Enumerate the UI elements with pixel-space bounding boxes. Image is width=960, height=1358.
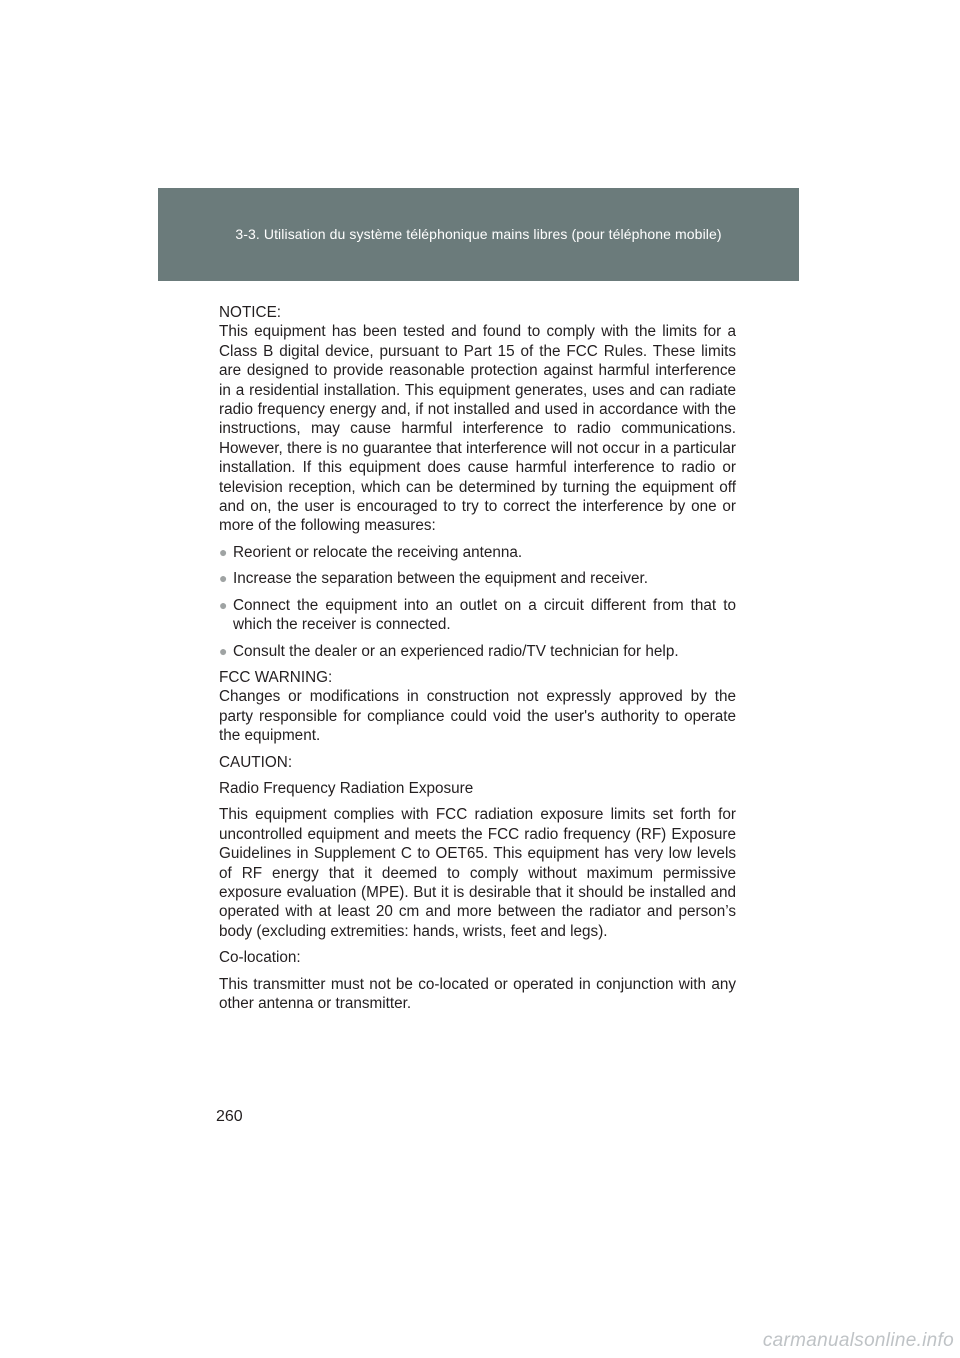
list-item	[219, 543, 736, 562]
bullet-dot-icon: ●	[219, 596, 228, 613]
rf-exposure-text: This equipment complies with FCC radiation exposure limits set forth for uncontrolled equipment and meets the FCC radio frequency (RF) Exposure Guidelines in Supplement C to OET65. This equipment has very low levels of RF energy that it deemed to comply without maximum permissive exposure evaluation (MPE). But it is desirable that it should be installed and operated with at least 20 cm and more between the radiator and person’s body (excluding extremities: hands, wrists, feet and legs).	[219, 806, 736, 940]
page-number: 260	[216, 1108, 243, 1125]
list-item-text: Connect the equipment into an outlet on a circuit different from that to which the receiver is connected.	[233, 596, 736, 634]
page-body	[219, 303, 736, 1013]
list-item-text: Increase the separation between the equipment and receiver.	[233, 570, 648, 588]
section-header-band	[158, 188, 799, 281]
bullet-dot-icon: ●	[219, 570, 228, 587]
bullet-dot-icon: ●	[219, 642, 228, 659]
list-item	[219, 642, 736, 661]
section-title: 3-3. Utilisation du système téléphonique mains libres (pour téléphone mobile)	[235, 226, 722, 242]
colocation-text: This transmitter must not be co-located or operated in conjunction with any other antenna or transmitter.	[219, 975, 736, 1012]
list-item-text: Reorient or relocate the receiving antenna.	[233, 543, 523, 561]
rf-exposure-heading: Radio Frequency Radiation Exposure	[219, 779, 474, 797]
fcc-warning-heading: FCC WARNING:	[219, 668, 333, 686]
caution-heading: CAUTION:	[219, 753, 293, 771]
list-item	[219, 596, 736, 635]
watermark: carmanualsonline.info	[762, 1330, 954, 1351]
fcc-warning-text: Changes or modifications in construction not expressly approved by the party responsible for compliance could void the user's authority to operate the equipment.	[219, 688, 736, 745]
colocation-heading: Co-location:	[219, 949, 301, 967]
notice-heading: NOTICE:	[219, 304, 282, 321]
notice-text: This equipment has been tested and found to comply with the limits for a Class B digital device, pursuant to Part 15 of the FCC Rules. These limits are designed to provide reasonable protection against harmful interference in a residential installation. This equipment generates, uses and can radiate radio frequency energy and, if not installed and used in accordance with the instructions, may cause harmful interference to radio communications. However, there is no guarantee that interference will not occur in a particular installation. If this equipment does cause harmful interference to radio or television reception, which can be determined by turning the equipment off and on, the user is encouraged to try to correct the interference by one or more of the following measures:	[219, 323, 736, 535]
list-item	[219, 569, 736, 588]
list-item-text: Consult the dealer or an experienced radio/TV technician for help.	[233, 642, 679, 660]
bullet-dot-icon: ●	[219, 543, 228, 560]
